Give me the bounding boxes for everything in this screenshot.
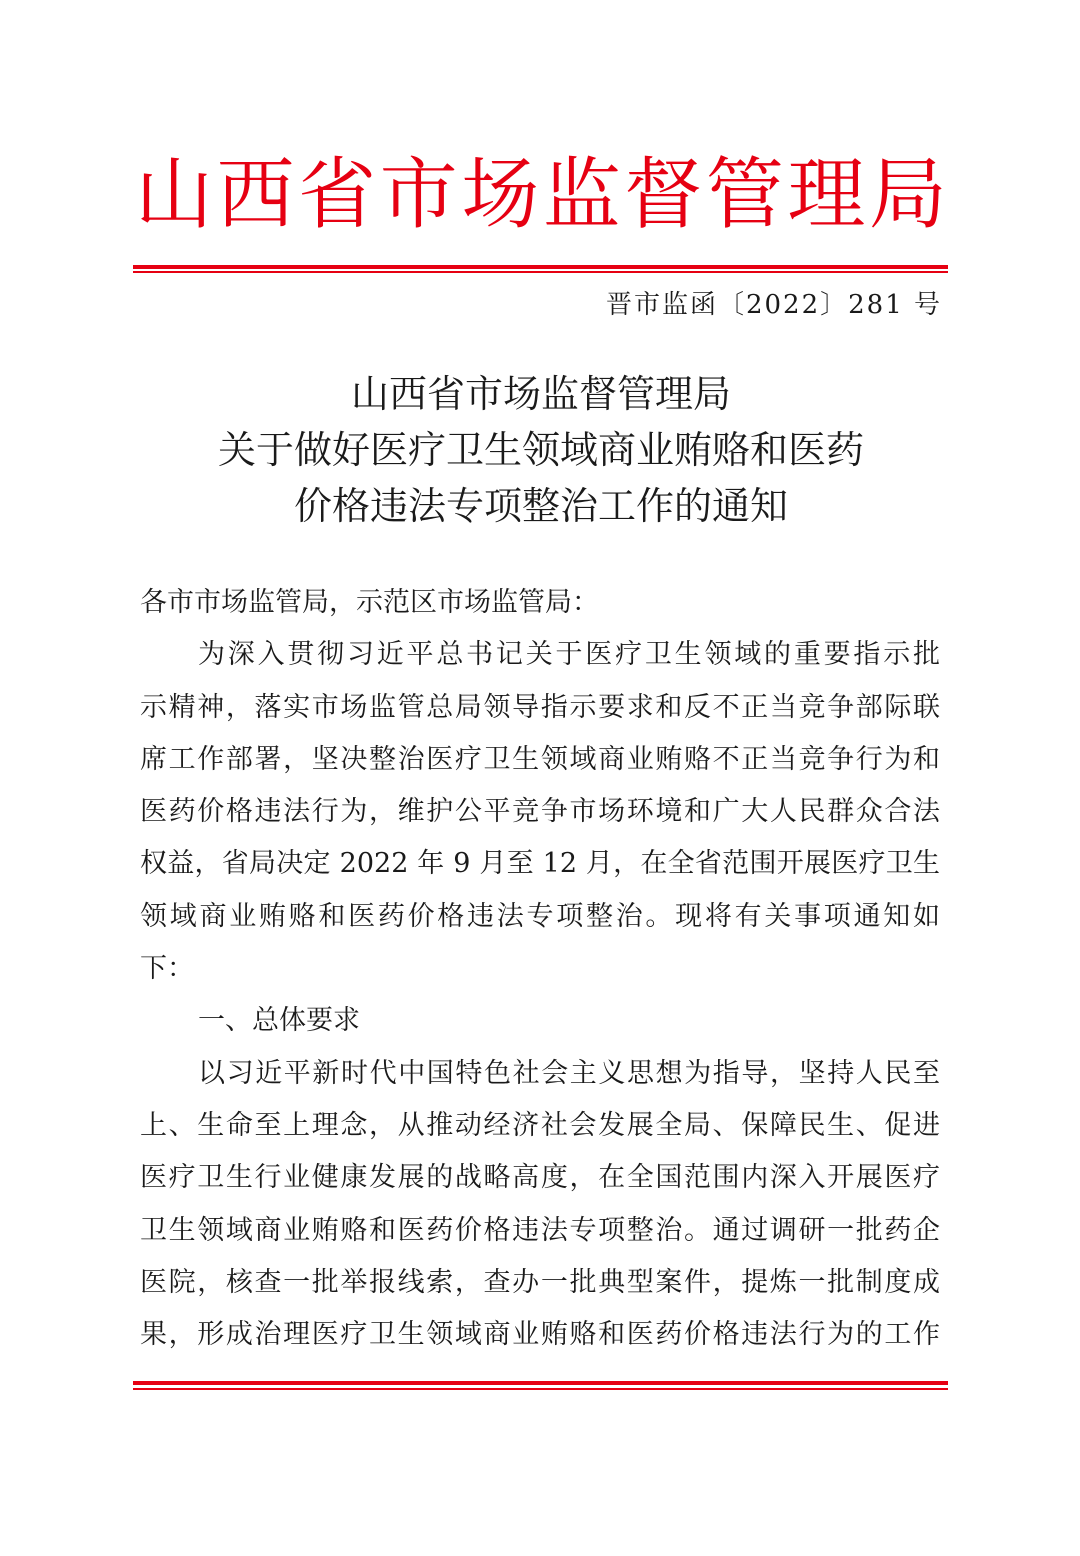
footer-rule-thick (133, 1381, 948, 1385)
footer-rule-thin (133, 1388, 948, 1390)
paragraph-line: 医院，核查一批举报线索，查办一批典型案件，提炼一批制度成 (140, 1266, 940, 1298)
letterhead-char: 省 (298, 150, 377, 240)
paragraph-line: 上、生命至上理念，从推动经济社会发展全局、保障民生、促进 (140, 1109, 940, 1141)
letterhead-char: 监 (542, 150, 621, 240)
letterhead-char: 山 (135, 150, 214, 240)
paragraph-line: 权益，省局决定 2022 年 9 月至 12 月，在全省范围开展医疗卫生 (140, 848, 940, 880)
paragraph-line: 示精神，落实市场监管总局领导指示要求和反不正当竞争部际联 (140, 691, 940, 723)
letterhead-char: 场 (461, 150, 540, 240)
title-line: 山西省市场监督管理局 (350, 372, 731, 416)
paragraph-line: 以习近平新时代中国特色社会主义思想为指导，坚持人民至 (198, 1057, 940, 1089)
letterhead-char: 西 (216, 150, 295, 240)
letterhead-title (135, 140, 947, 250)
paragraph-line: 席工作部署，坚决整治医疗卫生领域商业贿赂不正当竞争行为和 (140, 743, 940, 775)
letterhead-char: 督 (624, 150, 703, 240)
letterhead-rule-thick (133, 265, 948, 269)
letterhead-char: 局 (868, 150, 947, 240)
title-line: 关于做好医疗卫生领域商业贿赂和医药 (217, 428, 864, 472)
paragraph-line: 下： (140, 953, 194, 985)
section-heading: 一、总体要求 (198, 1005, 360, 1037)
document-body (140, 577, 940, 1361)
document-title (135, 366, 947, 534)
letterhead-char: 理 (787, 150, 866, 240)
title-line: 价格违法专项整治工作的通知 (293, 484, 788, 528)
letterhead-char: 市 (379, 150, 458, 240)
paragraph-line: 果，形成治理医疗卫生领域商业贿赂和医药价格违法行为的工作 (140, 1319, 940, 1351)
paragraph-line: 医药价格违法行为，维护公平竞争市场环境和广大人民群众合法 (140, 796, 940, 828)
letterhead-rule-thin (133, 271, 948, 273)
paragraph-line: 卫生领域商业贿赂和医药价格违法专项整治。通过调研一批药企 (140, 1214, 940, 1246)
document-number: 晋市监函〔2022〕281 号 (605, 290, 942, 320)
paragraph-line: 为深入贯彻习近平总书记关于医疗卫生领域的重要指示批 (198, 639, 940, 671)
salutation: 各市市场监管局，示范区市场监管局： (140, 587, 599, 618)
paragraph-line: 医疗卫生行业健康发展的战略高度，在全国范围内深入开展医疗 (140, 1162, 940, 1194)
paragraph-line: 领域商业贿赂和医药价格违法专项整治。现将有关事项通知如 (140, 900, 940, 932)
letterhead-char: 管 (705, 150, 784, 240)
